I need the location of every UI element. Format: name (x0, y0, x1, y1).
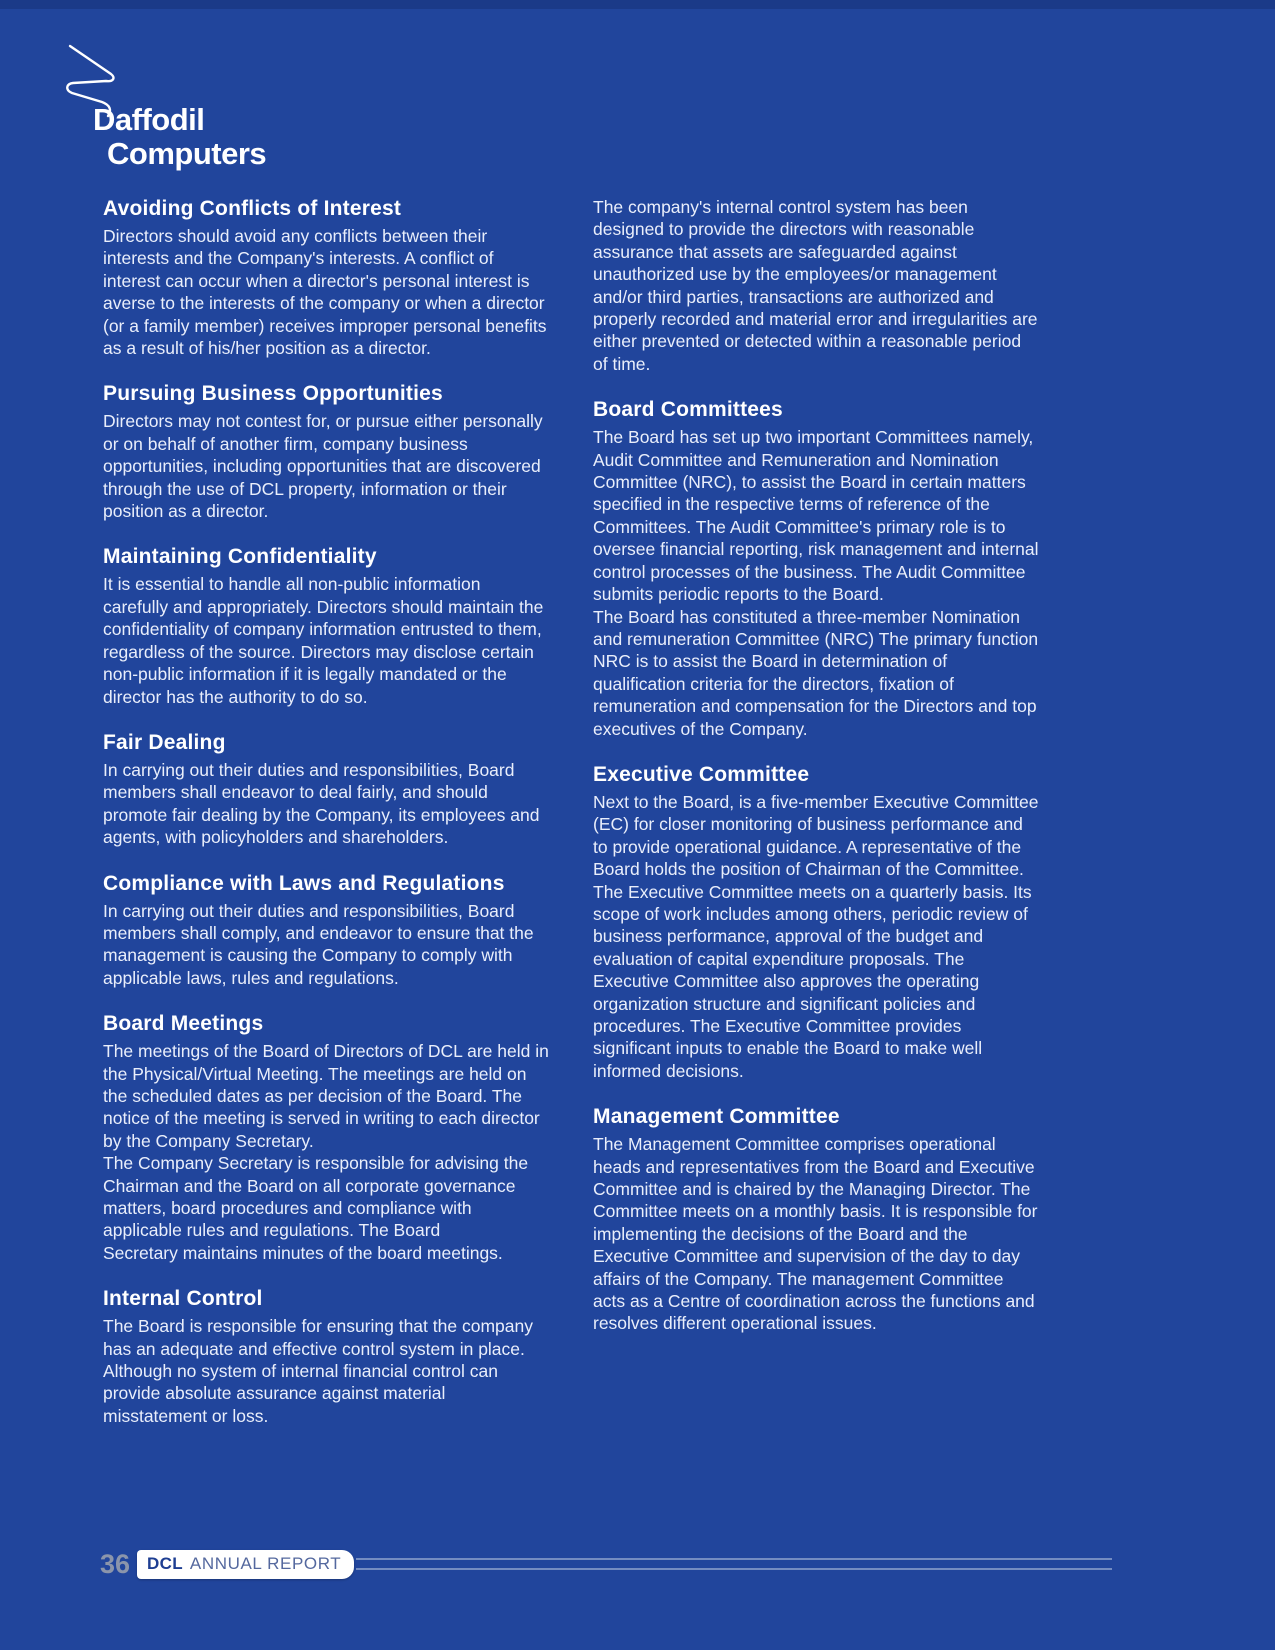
section-pursuing-business (103, 381, 549, 522)
top-bar (0, 0, 1275, 9)
section-heading: Fair Dealing (103, 730, 226, 754)
section-maintaining-confidentiality (103, 544, 549, 707)
section-paragraph: Directors should avoid any conflicts between their interests and the Company's interests. A conflict of interest can occur when a director's personal interest is averse to the interests of the company or when a director (or a family member) receives improper personal benefits as a result of his/her position as a director. (103, 226, 547, 359)
section-heading: Internal Control (103, 1287, 263, 1311)
logo-text-computers: Computers (107, 136, 267, 171)
section-paragraph: The meetings of the Board of Directors of DCL are held in the Physical/Virtual Meeting. The meetings are held on the scheduled dates as per decision of the Board. The notice of the meeting is served in writing to each director by the Company Secretary. (103, 1041, 549, 1151)
section-board-committees (593, 397, 1039, 740)
right-column (593, 196, 1039, 1449)
section-paragraph: The company's internal control system has been designed to provide the directors with reasonable assurance that assets are safeguarded against unauthorized use by the employees/or management and/or third parties, transactions are authorized and properly recorded and material error and irregularities are either prevented or detected within a reasonable period of time. (593, 197, 1038, 374)
section-heading: Board Committees (593, 398, 783, 422)
report-title-badge (137, 1550, 354, 1579)
section-paragraph: Directors may not contest for, or pursue either personally or on behalf of another firm, company business opportunities, including opportunities that are discovered through the use of DCL property, information or their position as a director. (103, 411, 543, 522)
section-compliance-laws (103, 871, 549, 990)
section-paragraph: In carrying out their duties and responsibilities, Board members shall endeavor to deal fairly, and should promote fair dealing by the Company, its employees and agents, with policyholders and shareholders. (103, 759, 540, 848)
section-paragraph: It is essential to handle all non-public information carefully and appropriately. Directors should maintain the confidentiality of company information entrusted to them, regardless of the source. Directors may disclose certain non-public information if it is legally mandated or the director has the authority to do so. (103, 574, 544, 707)
section-paragraph: The Management Committee comprises operational heads and representatives from the Board and Executive Committee and is chaired by the Managing Director. The Committee meets on a monthly basis. It is responsible for implementing the decisions of the Board and the Executive Committee and supervision of the day to day affairs of the Company. The management Committee acts as a Centre of coordination across the functions and resolves different operational issues. (593, 1134, 1038, 1334)
section-heading: Avoiding Conflicts of Interest (103, 197, 402, 220)
section-management-committee (593, 1104, 1039, 1335)
section-paragraph: In carrying out their duties and responsibilities, Board members shall comply, and endeavor to ensure that the management is causing the Company to comply with applicable laws, rules and regulations. (103, 900, 534, 988)
section-heading: Executive Committee (593, 762, 810, 786)
page-number: 36 (100, 1549, 131, 1579)
left-column (103, 196, 549, 1449)
footer-double-rule (356, 1558, 1112, 1570)
content-columns (103, 196, 1185, 1449)
section-fair-dealing (103, 730, 549, 849)
section-heading: Pursuing Business Opportunities (103, 382, 443, 406)
section-heading: Management Committee (593, 1105, 840, 1129)
section-internal-control (103, 1286, 549, 1427)
section-heading: Board Meetings (103, 1012, 264, 1036)
badge-dcl-label: DCL (147, 1553, 183, 1573)
footer (100, 1549, 1112, 1579)
badge-annual-report-label: ANNUAL REPORT (189, 1553, 342, 1573)
section-paragraph: The Board has constituted a three-member Nomination and remuneration Committee (NRC) The primary function NRC is to assist the Board in determination of qualification criteria for the directors, fixation of remuneration and compensation for the Directors and top executives of the Company. (593, 606, 1039, 739)
logo-text-daffodil: Daffodil (93, 102, 205, 137)
section-paragraph: The Company Secretary is responsible for advising the Chairman and the Board on all corporate governance matters, board procedures and compliance with applicable rules and regulations. The Board (103, 1153, 529, 1241)
section-internal-control-continued (593, 196, 1039, 375)
section-executive-committee (593, 762, 1039, 1082)
section-paragraph: Secretary maintains minutes of the board meetings. (103, 1242, 503, 1263)
section-heading: Maintaining Confidentiality (103, 545, 377, 569)
section-paragraph: The Board is responsible for ensuring that the company has an adequate and effective control system in place. Although no system of internal financial control can provide absolute assurance against material misstatement or loss. (103, 1316, 533, 1426)
section-paragraph: Next to the Board, is a five-member Executive Committee (EC) for closer monitoring of business performance and to provide operational guidance. A representative of the Board holds the position of Chairman of the Committee. The Executive Committee meets on a quarterly basis. Its scope of work includes among others, periodic review of business performance, approval of the budget and evaluation of capital expenditure proposals. The Executive Committee also approves the operating organization structure and significant policies and procedures. The Executive Committee provides significant inputs to enable the Board to make well informed decisions. (593, 791, 1039, 1081)
section-paragraph: The Board has set up two important Committees namely, Audit Committee and Remuneration and Nomination Committee (NRC), to assist the Board in certain matters specified in the respective terms of reference of the Committees. The Audit Committee's primary role is to oversee financial reporting, risk management and internal control processes of the business. The Audit Committee submits periodic reports to the Board. (593, 427, 1039, 605)
section-avoiding-conflicts (103, 196, 549, 359)
section-board-meetings (103, 1011, 549, 1264)
section-heading: Compliance with Laws and Regulations (103, 871, 505, 895)
company-logo (62, 38, 322, 178)
